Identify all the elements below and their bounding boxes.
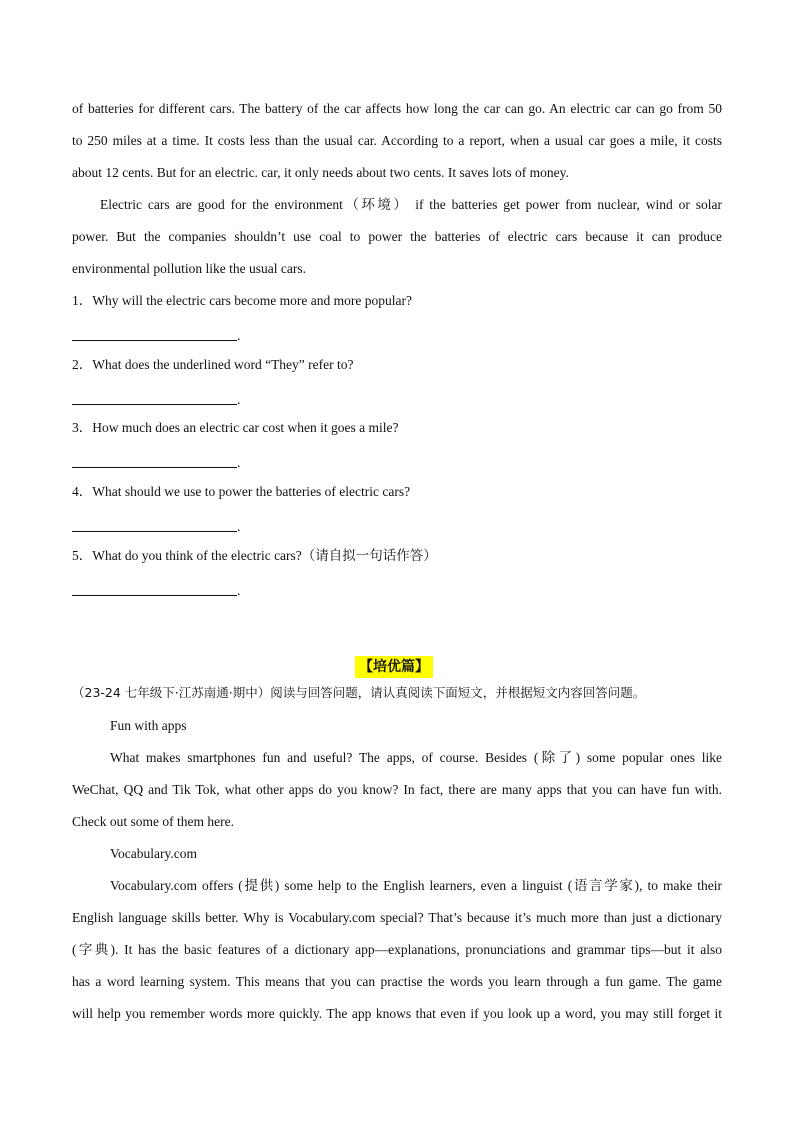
answer-blank-2[interactable] <box>72 390 237 405</box>
answer-blank-2-period: . <box>237 392 241 407</box>
passage2-line-7: (字典). It has the basic features of a dictionary app—explanations, pronunciations and grammar tips—but it also <box>72 942 722 957</box>
question-1: 1．Why will the electric cars become more and more popular? <box>72 293 412 308</box>
passage1-line-6: environmental pollution like the usual cars. <box>72 261 306 276</box>
passage2-line-5: Vocabulary.com offers (提供) some help to the English learners, even a linguist (语言学家), to make their <box>110 878 722 893</box>
passage2-line-3: Check out some of them here. <box>72 814 234 829</box>
passage2-title: Fun with apps <box>110 718 187 733</box>
passage1-line-3: about 12 cents. But for an electric. car, it only needs about two cents. It saves lots of money. <box>72 165 569 180</box>
answer-blank-4[interactable] <box>72 517 237 532</box>
answer-blank-3-period: . <box>237 455 241 470</box>
question-2: 2．What does the underlined word “They” refer to? <box>72 357 354 372</box>
question-5: 5．What do you think of the electric cars?（请自拟一句话作答） <box>72 548 437 563</box>
answer-blank-1-period: . <box>237 328 241 343</box>
source-instruction: （23-24 七年级下·江苏南通·期中）阅读与回答问题，请认真阅读下面短文，并根据短文内容回答问题。 <box>72 685 646 700</box>
answer-blank-1[interactable] <box>72 326 237 341</box>
passage2-subheading: Vocabulary.com <box>110 846 197 861</box>
question-4: 4．What should we use to power the batteries of electric cars? <box>72 484 411 499</box>
answer-blank-5-period: . <box>237 583 241 598</box>
section-title-highlight: 【培优篇】 <box>355 656 433 678</box>
passage2-line-6: English language skills better. Why is Vocabulary.com special? That’s because it’s much more than just a dictionary <box>72 910 722 925</box>
passage2-line-2: WeChat, QQ and Tik Tok, what other apps do you know? In fact, there are many apps that you can have fun with. <box>72 782 722 797</box>
passage2-line-1: What makes smartphones fun and useful? The apps, of course. Besides (除了) some popular ones like <box>110 750 722 765</box>
passage1-line-4: Electric cars are good for the environment（环境） if the batteries get power from nuclear, wind or solar <box>100 197 722 212</box>
answer-blank-4-period: . <box>237 519 241 534</box>
question-3: 3．How much does an electric car cost when it goes a mile? <box>72 420 399 435</box>
passage1-line-5: power. But the companies shouldn’t use coal to power the batteries of electric cars because it can produce <box>72 229 722 244</box>
passage2-line-8: has a word learning system. This means that you can practise the words you learn through a fun game. The game <box>72 974 722 989</box>
answer-blank-3[interactable] <box>72 453 237 468</box>
answer-blank-5[interactable] <box>72 581 237 596</box>
passage1-line-2: to 250 miles at a time. It costs less than the usual car. According to a report, when a usual car goes a mile, it costs <box>72 133 722 148</box>
passage2-line-9: will help you remember words more quickly. The app knows that even if you look up a word, you may still forget it <box>72 1006 722 1021</box>
passage1-line-1: of batteries for different cars. The battery of the car affects how long the car can go. An electric car can go from 50 <box>72 101 722 116</box>
